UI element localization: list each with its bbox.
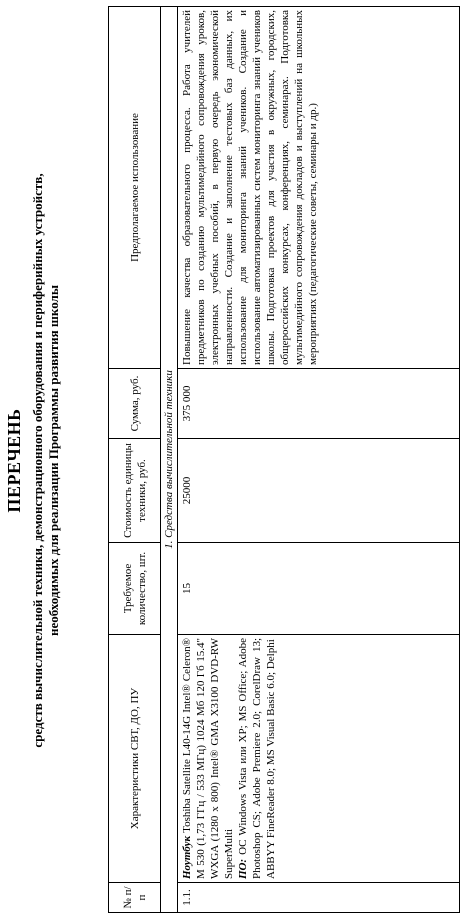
equipment-table: [108, 6, 460, 913]
row-spec: [178, 635, 460, 883]
section-title: 1. Средства вычислительной техники: [161, 7, 178, 913]
header-usage: Предполагаемое использование: [109, 7, 161, 369]
row-num: 1.1.: [178, 883, 460, 913]
spec-label-software: ПО:: [237, 858, 249, 879]
spec-label-notebook: Ноутбук: [181, 835, 193, 879]
document-subtitle-line: средств вычислительной техники, демонстрационного оборудования и периферийных устройств,: [30, 173, 45, 748]
row-qty: 15: [178, 543, 460, 635]
document-subtitle-line: необходимых для реализации Программы развития школы: [46, 285, 61, 636]
row-unit-cost: 25000: [178, 439, 460, 543]
row-usage: Повышение качества образовательного процесса. Работа учителей предметников по созданию мультимедийного сопровождения уроков, электронных учебных пособий, в первую очередь экономической направленности. Создание и заполнение тестовых баз данных, их использование для мониторинга знаний учеников. Создание и использование автоматизированных систем мониторинга знаний учеников школы. Подготовка проектов для участия в окружных, городских, общероссийских конкурсах, конференциях, семинарах. Подготовка мультимедийного сопровождения докладов и выступлений на школьных мероприятиях (педагогические советы, семинары и др.): [178, 7, 460, 369]
header-sum: Сумма, руб.: [109, 369, 161, 439]
header-qty: Требуемое количество, шт.: [109, 543, 161, 635]
document-title: ПЕРЕЧЕНЬ: [4, 408, 24, 513]
header-num: № п/п: [109, 883, 161, 913]
table-row: [178, 7, 460, 913]
header-unit-cost: Стоимость единицы техники, руб.: [109, 439, 161, 543]
section-row: [161, 7, 178, 913]
header-spec: Характеристики СВТ, ДО, ПУ: [109, 635, 161, 883]
table-header-row: [109, 7, 161, 913]
spec-text-software: ОС Windows Vista или XP; MS Office; Adobe Photoshop CS; Adobe Premiere 2.0; CorelDraw 13; ABBYY FineReader 8.0; MS Visual Basic 6.0; Delphi: [237, 638, 277, 879]
row-sum: 375 000: [178, 369, 460, 439]
spec-text-notebook: Toshiba Satellite L40-14G Intel® Celeron® M 530 (1,73 ГГц / 533 МГц) 1024 Мб 120 Гб 15.4" WXGA (1280 x 800) Intel® GMA X3100 DVD-RW SuperMulti: [181, 638, 235, 879]
